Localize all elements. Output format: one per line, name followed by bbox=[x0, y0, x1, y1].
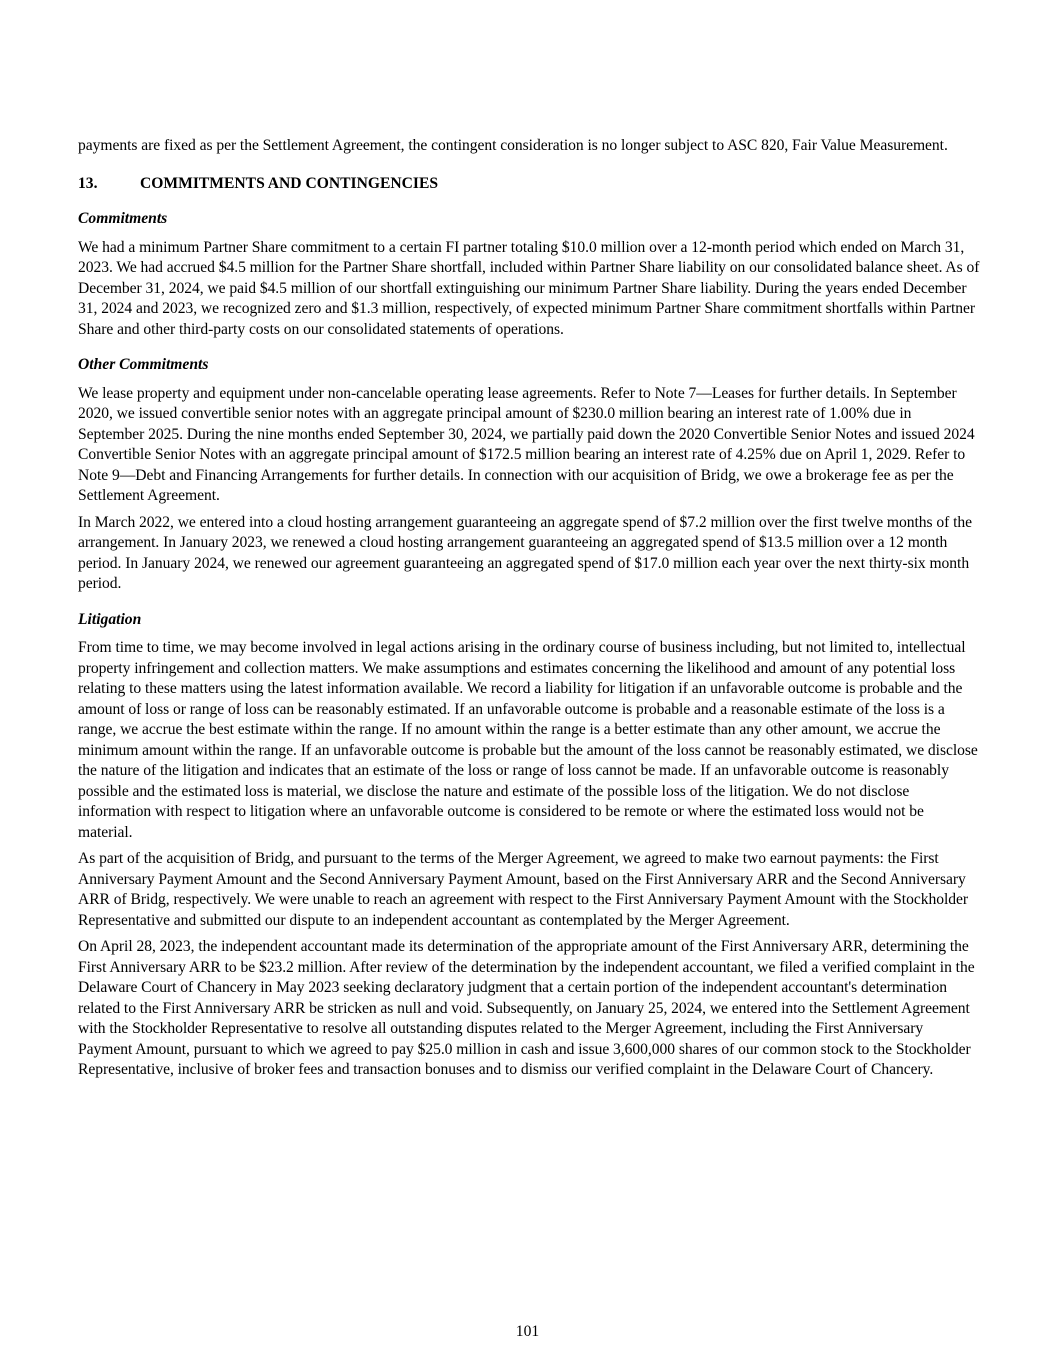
other-commitments-paragraph-1: We lease property and equipment under non-cancelable operating lease agreements. Refer to Note 7—Leases for further details. In September 2020, we issued convertible senior notes with an aggregate principal amount of $230.0 million bearing an interest rate of 1.00% due in September 2025. During the nine months ended September 30, 2024, we partially paid down the 2020 Convertible Senior Notes and issued 2024 Convertible Senior Notes with an aggregate principal amount of $172.5 million bearing an interest rate of 4.25% due on April 1, 2029. Refer to Note 9—Debt and Financing Arrangements for further details. In connection with our acquisition of Bridg, we owe a brokerage fee as per the Settlement Agreement. bbox=[78, 384, 975, 504]
other-commitments-paragraph-2: In March 2022, we entered into a cloud hosting arrangement guaranteeing an aggregate spend of $7.2 million over the first twelve months of the arrangement. In January 2023, we renewed a cloud hosting arrangement guaranteeing an aggregated spend of $13.5 million over a 12 month period. In January 2024, we renewed our agreement guaranteeing an aggregated spend of $17.0 million each year over the next thirty-six month period. bbox=[78, 513, 973, 592]
intro-paragraph: payments are fixed as per the Settlement Agreement, the contingent consideration is no longer subject to ASC 820, Fair Value Measurement. bbox=[78, 137, 948, 154]
section-heading bbox=[78, 174, 980, 195]
litigation-heading: Litigation bbox=[78, 610, 142, 628]
litigation-paragraph-1: From time to time, we may become involved in legal actions arising in the ordinary course of business including, but not limited to, intellectual property infringement and collection matters. We make assumptions and estimates concerning the likelihood and amount of any potential loss relating to these matters using the latest information available. We record a liability for litigation if an unfavorable outcome is probable and the amount of loss or range of loss can be reasonably estimated. If an unfavorable outcome is probable and a reasonable estimate of the loss is a range, we accrue the best estimate within the range. If no amount within the range is a better estimate than any other amount, we accrue the minimum amount within the range. If an unfavorable outcome is probable but the amount of the loss cannot be reasonably estimated, we disclose the nature of the litigation and indicates that an estimate of the loss or range of loss cannot be made. If an unfavorable outcome is reasonably possible and the estimated loss is material, we disclose the nature and estimate of the possible loss of the litigation. We do not disclose information with respect to litigation where an unfavorable outcome is considered to be remote or where the estimated loss would not be material. bbox=[78, 639, 978, 841]
section-title: COMMITMENTS AND CONTINGENCIES bbox=[140, 174, 439, 192]
litigation-paragraph-3: On April 28, 2023, the independent accountant made its determination of the appropriate amount of the First Anniversary ARR, determining the First Anniversary ARR to be $23.2 million. After review of the determination by the independent accountant, we filed a verified complaint in the Delaware Court of Chancery in May 2023 seeking declaratory judgment that a certain portion of the independent accountant's determination related to the First Anniversary ARR be stricken as null and void. Subsequently, on January 25, 2024, we entered into the Settlement Agreement with the Stockholder Representative to resolve all outstanding disputes related to the Merger Agreement, including the First Anniversary Payment Amount, pursuant to which we agreed to pay $25.0 million in cash and issue 3,600,000 shares of our common stock to the Stockholder Representative, inclusive of broker fees and transaction bonuses and to dismiss our verified complaint in the Delaware Court of Chancery. bbox=[78, 938, 975, 1078]
litigation-paragraph-2: As part of the acquisition of Bridg, and pursuant to the terms of the Merger Agreement, we agreed to make two earnout payments: the First Anniversary Payment Amount and the Second Anniversary Payment Amount, based on the First Anniversary ARR and the Second Anniversary ARR of Bridg, respectively. We were unable to reach an agreement with respect to the First Anniversary Payment Amount with the Stockholder Representative and submitted our dispute to an independent accountant as contemplated by the Merger Agreement. bbox=[78, 850, 968, 929]
other-commitments-heading: Other Commitments bbox=[78, 356, 209, 373]
document-body bbox=[78, 136, 980, 1081]
commitments-paragraph: We had a minimum Partner Share commitment to a certain FI partner totaling $10.0 million over a 12-month period which ended on March 31, 2023. We had accrued $4.5 million for the Partner Share shortfall, included within Partner Share liability on our consolidated balance sheet. As of December 31, 2024, we paid $4.5 million of our shortfall extinguishing our minimum Partner Share liability. During the years ended December 31, 2024 and 2023, we recognized zero and $1.3 million, respectively, of expected minimum Partner Share commitment shortfalls within Partner Share and other third-party costs on our consolidated statements of operations. bbox=[78, 238, 980, 338]
section-number: 13. bbox=[78, 174, 98, 192]
page-number: 101 bbox=[515, 1323, 540, 1340]
commitments-heading: Commitments bbox=[78, 210, 168, 227]
